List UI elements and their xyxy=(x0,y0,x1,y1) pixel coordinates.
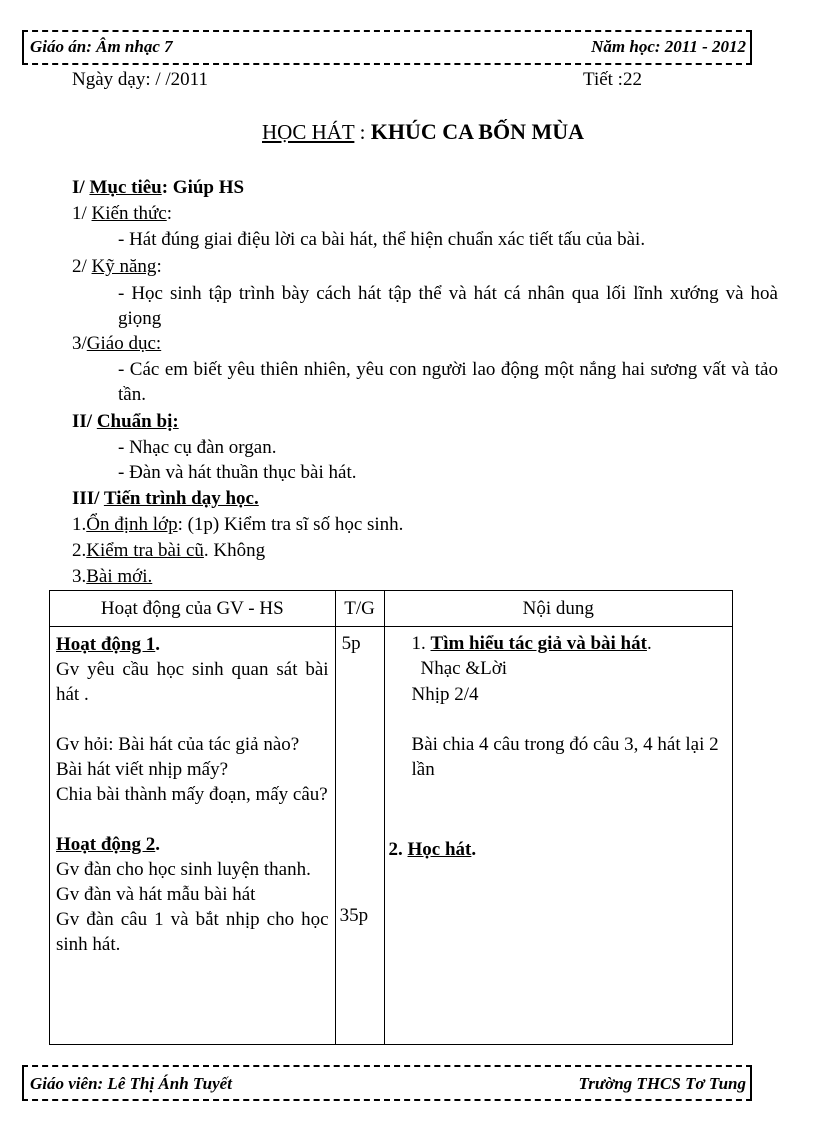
skills-heading xyxy=(72,255,162,279)
blank-line xyxy=(56,707,329,732)
footer-top-border xyxy=(22,1065,752,1067)
header-time: T/G xyxy=(335,591,384,627)
activity-line: Chia bài thành mấy đoạn, mấy câu? xyxy=(56,784,328,805)
step-title: Kiểm tra bài cũ xyxy=(86,540,204,561)
activity-line: Bài hát viết nhịp mấy? xyxy=(56,759,229,780)
header-content: Nội dung xyxy=(384,591,732,627)
header-lesson-plan: Giáo án: Âm nhạc 7 xyxy=(30,37,173,56)
section-number: II/ xyxy=(72,411,93,432)
header-school-year: Năm học: 2011 - 2012 xyxy=(591,37,746,56)
header-right-border xyxy=(750,31,752,64)
skills-text: - Học sinh tập trình bày cách hát tập thể và hát cá nhân qua lối lĩnh xướng và hoà giọng xyxy=(118,283,778,329)
step-new-lesson xyxy=(72,565,152,589)
section-number: I/ xyxy=(72,177,85,198)
content-cell xyxy=(384,627,732,1045)
activity-line: Gv đàn và hát mẫu bài hát xyxy=(56,884,256,905)
content-line: Bài chia 4 câu trong đó câu 3, 4 hát lại 2 lần xyxy=(411,734,719,780)
section-suffix: : Giúp HS xyxy=(161,177,245,198)
sub-title: Giáo dục: xyxy=(86,333,162,354)
teaching-date: Ngày dạy: / /2011 xyxy=(72,69,208,90)
section-preparation-heading xyxy=(72,410,179,434)
section-title: Chuẩn bị: xyxy=(96,411,179,432)
header-left-border xyxy=(22,31,24,64)
footer-bottom-border xyxy=(22,1099,752,1101)
song-title: KHÚC CA BỐN MÙA xyxy=(370,119,584,144)
step-number: 3. xyxy=(72,566,87,587)
activity-title-text: Hoạt động 2 xyxy=(56,834,156,855)
activity-line: Gv yêu cầu học sinh quan sát bài hát . xyxy=(56,659,329,705)
activities-cell xyxy=(50,627,336,1045)
table-row xyxy=(50,627,733,1045)
section-objectives-heading xyxy=(72,176,244,200)
knowledge-heading xyxy=(72,202,172,226)
step-text: . Không xyxy=(203,540,266,561)
header-top-border xyxy=(22,30,752,32)
period-number: Tiết :22 xyxy=(583,69,642,90)
content-line: Nhạc &Lời xyxy=(420,658,508,679)
header-activities: Hoạt động của GV - HS xyxy=(50,591,336,627)
sub-number: 1/ xyxy=(72,203,87,224)
section-title: Mục tiêu xyxy=(89,177,162,198)
footer-school: Trường THCS Tơ Tung xyxy=(578,1074,746,1093)
footer-left-border xyxy=(22,1066,24,1100)
activity-table xyxy=(49,590,733,1045)
footer-teacher: Giáo viên: Lê Thị Ánh Tuyết xyxy=(30,1074,232,1093)
title-prefix: HỌC HÁT xyxy=(262,120,355,144)
blank-line xyxy=(56,807,329,832)
time-activity-1: 5p xyxy=(341,633,361,654)
section-title: Tiến trình dạy học. xyxy=(103,488,259,509)
section-process-heading xyxy=(72,487,259,511)
sub-colon: : xyxy=(166,203,173,224)
time-activity-2: 35p xyxy=(339,905,369,926)
step-number: 2. xyxy=(72,540,87,561)
step-class-order xyxy=(72,513,403,537)
step-number: 1. xyxy=(72,514,87,535)
activity-1-title: Hoạt động 1. xyxy=(56,634,160,655)
title-colon: : xyxy=(359,120,366,144)
header-bottom-border xyxy=(22,63,752,65)
sub-number: 3/ xyxy=(72,333,87,354)
activity-line: Gv hỏi: Bài hát của tác giả nào? xyxy=(56,734,300,755)
content-2-title: 2. Học hát. xyxy=(388,839,477,860)
preparation-item: - Nhạc cụ đàn organ. xyxy=(118,437,277,458)
step-review xyxy=(72,539,265,563)
step-text: : (1p) Kiểm tra sĩ số học sinh. xyxy=(177,514,404,535)
step-title: Bài mới. xyxy=(86,566,153,587)
content-title-text: Học hát xyxy=(407,839,472,860)
education-text: - Các em biết yêu thiên nhiên, yêu con người lao động một nắng hai sương vất và tảo tần. xyxy=(118,359,778,405)
content-1-title: 1. Tìm hiểu tác giả và bài hát. xyxy=(411,633,652,654)
content-title-text: Tìm hiểu tác giả và bài hát xyxy=(430,633,647,654)
activity-line: Gv đàn câu 1 và bắt nhịp cho học sinh hát. xyxy=(56,909,329,955)
activity-title-text: Hoạt động 1 xyxy=(56,634,156,655)
sub-colon: : xyxy=(156,256,162,277)
time-cell xyxy=(335,627,384,1045)
page-title xyxy=(262,120,584,144)
section-number: III/ xyxy=(72,488,100,509)
sub-title: Kiến thức xyxy=(91,203,167,224)
content-number: 1. xyxy=(411,633,426,654)
knowledge-text: - Hát đúng giai điệu lời ca bài hát, thể hiện chuẩn xác tiết tấu của bài. xyxy=(118,229,646,250)
content-line: Nhịp 2/4 xyxy=(411,684,479,705)
content-number: 2. xyxy=(388,839,403,860)
table-header-row xyxy=(50,591,733,627)
footer-right-border xyxy=(750,1066,752,1100)
sub-number: 2/ xyxy=(72,256,87,277)
activity-2-title: Hoạt động 2. xyxy=(56,834,160,855)
sub-title: Kỹ năng xyxy=(91,256,157,277)
education-heading xyxy=(72,332,161,356)
step-title: Ổn định lớp xyxy=(86,514,178,535)
preparation-item: - Đàn và hát thuần thục bài hát. xyxy=(118,462,357,483)
activity-line: Gv đàn cho học sinh luyện thanh. xyxy=(56,859,311,880)
